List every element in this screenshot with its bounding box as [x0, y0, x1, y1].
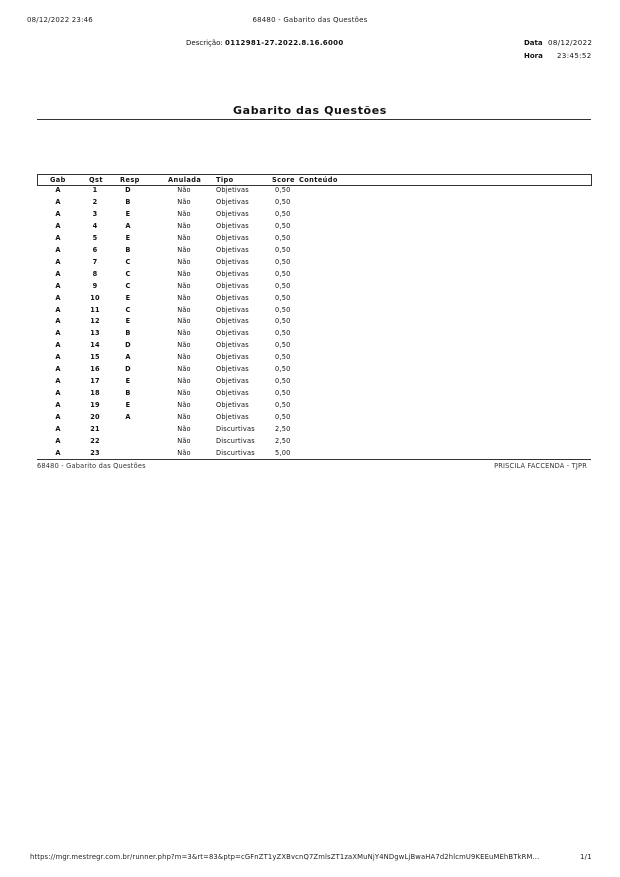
- cell-score: 0,50: [275, 293, 291, 302]
- title-divider: [37, 119, 591, 120]
- cell-qst: 17: [90, 377, 100, 386]
- cell-qst: 9: [92, 281, 98, 290]
- header-resp: Resp: [120, 176, 140, 184]
- hora-label: Hora: [524, 52, 543, 60]
- cell-score: 0,50: [275, 305, 291, 314]
- cell-tipo: Objetivas: [216, 365, 249, 374]
- cell-qst: 8: [92, 269, 98, 278]
- cell-resp: E: [125, 377, 131, 386]
- cell-tipo: Discurtivas: [216, 448, 255, 457]
- cell-score: 0,50: [275, 317, 291, 326]
- cell-qst: 14: [90, 341, 100, 350]
- cell-resp: E: [125, 233, 131, 242]
- cell-score: 0,50: [275, 341, 291, 350]
- cell-qst: 19: [90, 401, 100, 410]
- cell-tipo: Objetivas: [216, 269, 249, 278]
- cell-resp: E: [125, 293, 131, 302]
- cell-tipo: Objetivas: [216, 317, 249, 326]
- cell-resp: B: [125, 389, 131, 398]
- cell-anulada: Não: [177, 186, 191, 194]
- cell-qst: 12: [90, 317, 100, 326]
- cell-score: 0,50: [275, 209, 291, 218]
- cell-tipo: Objetivas: [216, 186, 249, 194]
- cell-qst: 4: [92, 221, 98, 230]
- data-value: 08/12/2022: [548, 39, 593, 47]
- cell-qst: 16: [90, 365, 100, 374]
- cell-tipo: Discurtivas: [216, 436, 255, 445]
- table-bottom-rule: [37, 459, 591, 460]
- header-qst: Qst: [89, 176, 103, 184]
- cell-qst: 13: [90, 329, 100, 338]
- cell-qst: 21: [90, 425, 100, 433]
- cell-anulada: Não: [177, 269, 191, 278]
- cell-gab: A: [55, 353, 61, 362]
- cell-tipo: Objetivas: [216, 293, 249, 302]
- descricao-value: 0112981-27.2022.8.16.6000: [225, 39, 344, 47]
- cell-tipo: Objetivas: [216, 257, 249, 266]
- cell-qst: 10: [90, 293, 100, 302]
- cell-qst: 15: [90, 353, 100, 362]
- cell-gab: A: [55, 269, 61, 278]
- cell-anulada: Não: [177, 389, 191, 398]
- report-footer-right: PRISCILA FACCENDA - TJPR: [494, 462, 587, 470]
- cell-tipo: Objetivas: [216, 221, 249, 230]
- cell-resp: B: [125, 329, 131, 338]
- cell-score: 0,50: [275, 413, 291, 421]
- cell-resp: D: [125, 365, 131, 374]
- cell-resp: E: [125, 317, 131, 326]
- cell-qst: 20: [90, 413, 100, 421]
- cell-score: 0,50: [275, 245, 291, 254]
- cell-qst: 6: [92, 245, 98, 254]
- cell-gab: A: [55, 377, 61, 386]
- descricao: [186, 39, 344, 47]
- cell-gab: A: [55, 245, 61, 254]
- cell-resp: E: [125, 401, 131, 410]
- cell-gab: A: [55, 389, 61, 398]
- cell-tipo: Discurtivas: [216, 425, 255, 433]
- cell-tipo: Objetivas: [216, 329, 249, 338]
- cell-anulada: Não: [177, 305, 191, 314]
- cell-gab: A: [55, 197, 61, 206]
- cell-score: 0,50: [275, 389, 291, 398]
- cell-gab: A: [55, 209, 61, 218]
- header-gab: Gab: [50, 176, 66, 184]
- cell-score: 0,50: [275, 233, 291, 242]
- cell-resp: D: [125, 341, 131, 350]
- header-tipo: Tipo: [216, 176, 234, 184]
- cell-score: 0,50: [275, 281, 291, 290]
- cell-gab: A: [55, 329, 61, 338]
- cell-qst: 18: [90, 389, 100, 398]
- print-page-title: 68480 - Gabarito das Questões: [252, 16, 368, 24]
- cell-gab: A: [55, 233, 61, 242]
- cell-anulada: Não: [177, 197, 191, 206]
- cell-gab: A: [55, 401, 61, 410]
- cell-score: 0,50: [275, 329, 291, 338]
- cell-gab: A: [55, 425, 61, 433]
- cell-resp: A: [125, 353, 131, 362]
- cell-gab: A: [55, 257, 61, 266]
- cell-anulada: Não: [177, 413, 191, 421]
- cell-score: 0,50: [275, 377, 291, 386]
- cell-anulada: Não: [177, 245, 191, 254]
- cell-resp: B: [125, 245, 131, 254]
- cell-anulada: Não: [177, 353, 191, 362]
- cell-resp: C: [125, 281, 131, 290]
- cell-qst: 3: [92, 209, 98, 218]
- cell-gab: A: [55, 365, 61, 374]
- cell-tipo: Objetivas: [216, 245, 249, 254]
- cell-tipo: Objetivas: [216, 197, 249, 206]
- cell-anulada: Não: [177, 425, 191, 433]
- cell-gab: A: [55, 281, 61, 290]
- cell-gab: A: [55, 317, 61, 326]
- cell-score: 0,50: [275, 269, 291, 278]
- cell-anulada: Não: [177, 329, 191, 338]
- cell-qst: 11: [90, 305, 100, 314]
- cell-gab: A: [55, 293, 61, 302]
- cell-anulada: Não: [177, 317, 191, 326]
- cell-score: 2,50: [275, 425, 291, 433]
- cell-resp: A: [125, 413, 131, 421]
- cell-score: 0,50: [275, 186, 291, 194]
- cell-anulada: Não: [177, 221, 191, 230]
- cell-resp: B: [125, 197, 131, 206]
- cell-resp: C: [125, 305, 131, 314]
- cell-gab: A: [55, 186, 61, 194]
- cell-score: 0,50: [275, 257, 291, 266]
- cell-anulada: Não: [177, 401, 191, 410]
- report-footer-left: 68480 - Gabarito das Questões: [37, 462, 146, 470]
- cell-qst: 7: [92, 257, 98, 266]
- cell-qst: 5: [92, 233, 98, 242]
- cell-score: 0,50: [275, 221, 291, 230]
- header-anulada: Anulada: [168, 176, 202, 184]
- cell-gab: A: [55, 341, 61, 350]
- cell-anulada: Não: [177, 293, 191, 302]
- cell-gab: A: [55, 221, 61, 230]
- cell-score: 0,50: [275, 401, 291, 410]
- print-url: https://mgr.mestregr.com.br/runner.php?m=3&rt=83&ptp=cGFnZT1yZXBvcnQ7ZmlsZT1zaXMuNjY4NDgwLjBwaHA7d2hlcmU9KEEuMEhBTkRM...: [30, 853, 540, 861]
- cell-anulada: Não: [177, 448, 191, 457]
- cell-anulada: Não: [177, 377, 191, 386]
- cell-score: 0,50: [275, 197, 291, 206]
- cell-resp: C: [125, 269, 131, 278]
- cell-qst: 22: [90, 436, 100, 445]
- cell-resp: E: [125, 209, 131, 218]
- cell-score: 0,50: [275, 365, 291, 374]
- cell-tipo: Objetivas: [216, 281, 249, 290]
- cell-score: 2,50: [275, 436, 291, 445]
- report-title: Gabarito das Questões: [233, 104, 387, 117]
- print-page-count: 1/1: [580, 853, 592, 861]
- cell-resp: D: [125, 186, 131, 194]
- cell-gab: A: [55, 305, 61, 314]
- cell-score: 0,50: [275, 353, 291, 362]
- cell-anulada: Não: [177, 281, 191, 290]
- header-score: Score: [272, 176, 295, 184]
- print-datetime: 08/12/2022 23:46: [27, 16, 93, 24]
- cell-gab: A: [55, 448, 61, 457]
- cell-tipo: Objetivas: [216, 413, 249, 421]
- cell-anulada: Não: [177, 257, 191, 266]
- cell-gab: A: [55, 413, 61, 421]
- cell-tipo: Objetivas: [216, 305, 249, 314]
- cell-tipo: Objetivas: [216, 401, 249, 410]
- cell-tipo: Objetivas: [216, 233, 249, 242]
- data-label: Data: [524, 39, 543, 47]
- cell-tipo: Objetivas: [216, 377, 249, 386]
- cell-anulada: Não: [177, 209, 191, 218]
- cell-anulada: Não: [177, 365, 191, 374]
- cell-resp: A: [125, 221, 131, 230]
- cell-anulada: Não: [177, 233, 191, 242]
- hora-value: 23:45:52: [557, 52, 592, 60]
- cell-qst: 1: [92, 186, 98, 194]
- cell-score: 5,00: [275, 448, 291, 457]
- cell-tipo: Objetivas: [216, 341, 249, 350]
- cell-anulada: Não: [177, 341, 191, 350]
- cell-tipo: Objetivas: [216, 389, 249, 398]
- cell-tipo: Objetivas: [216, 353, 249, 362]
- cell-qst: 23: [90, 448, 100, 457]
- cell-anulada: Não: [177, 436, 191, 445]
- cell-gab: A: [55, 436, 61, 445]
- cell-tipo: Objetivas: [216, 209, 249, 218]
- header-conteudo: Conteúdo: [299, 176, 338, 184]
- cell-resp: C: [125, 257, 131, 266]
- descricao-label: Descrição:: [186, 39, 223, 47]
- cell-qst: 2: [92, 197, 98, 206]
